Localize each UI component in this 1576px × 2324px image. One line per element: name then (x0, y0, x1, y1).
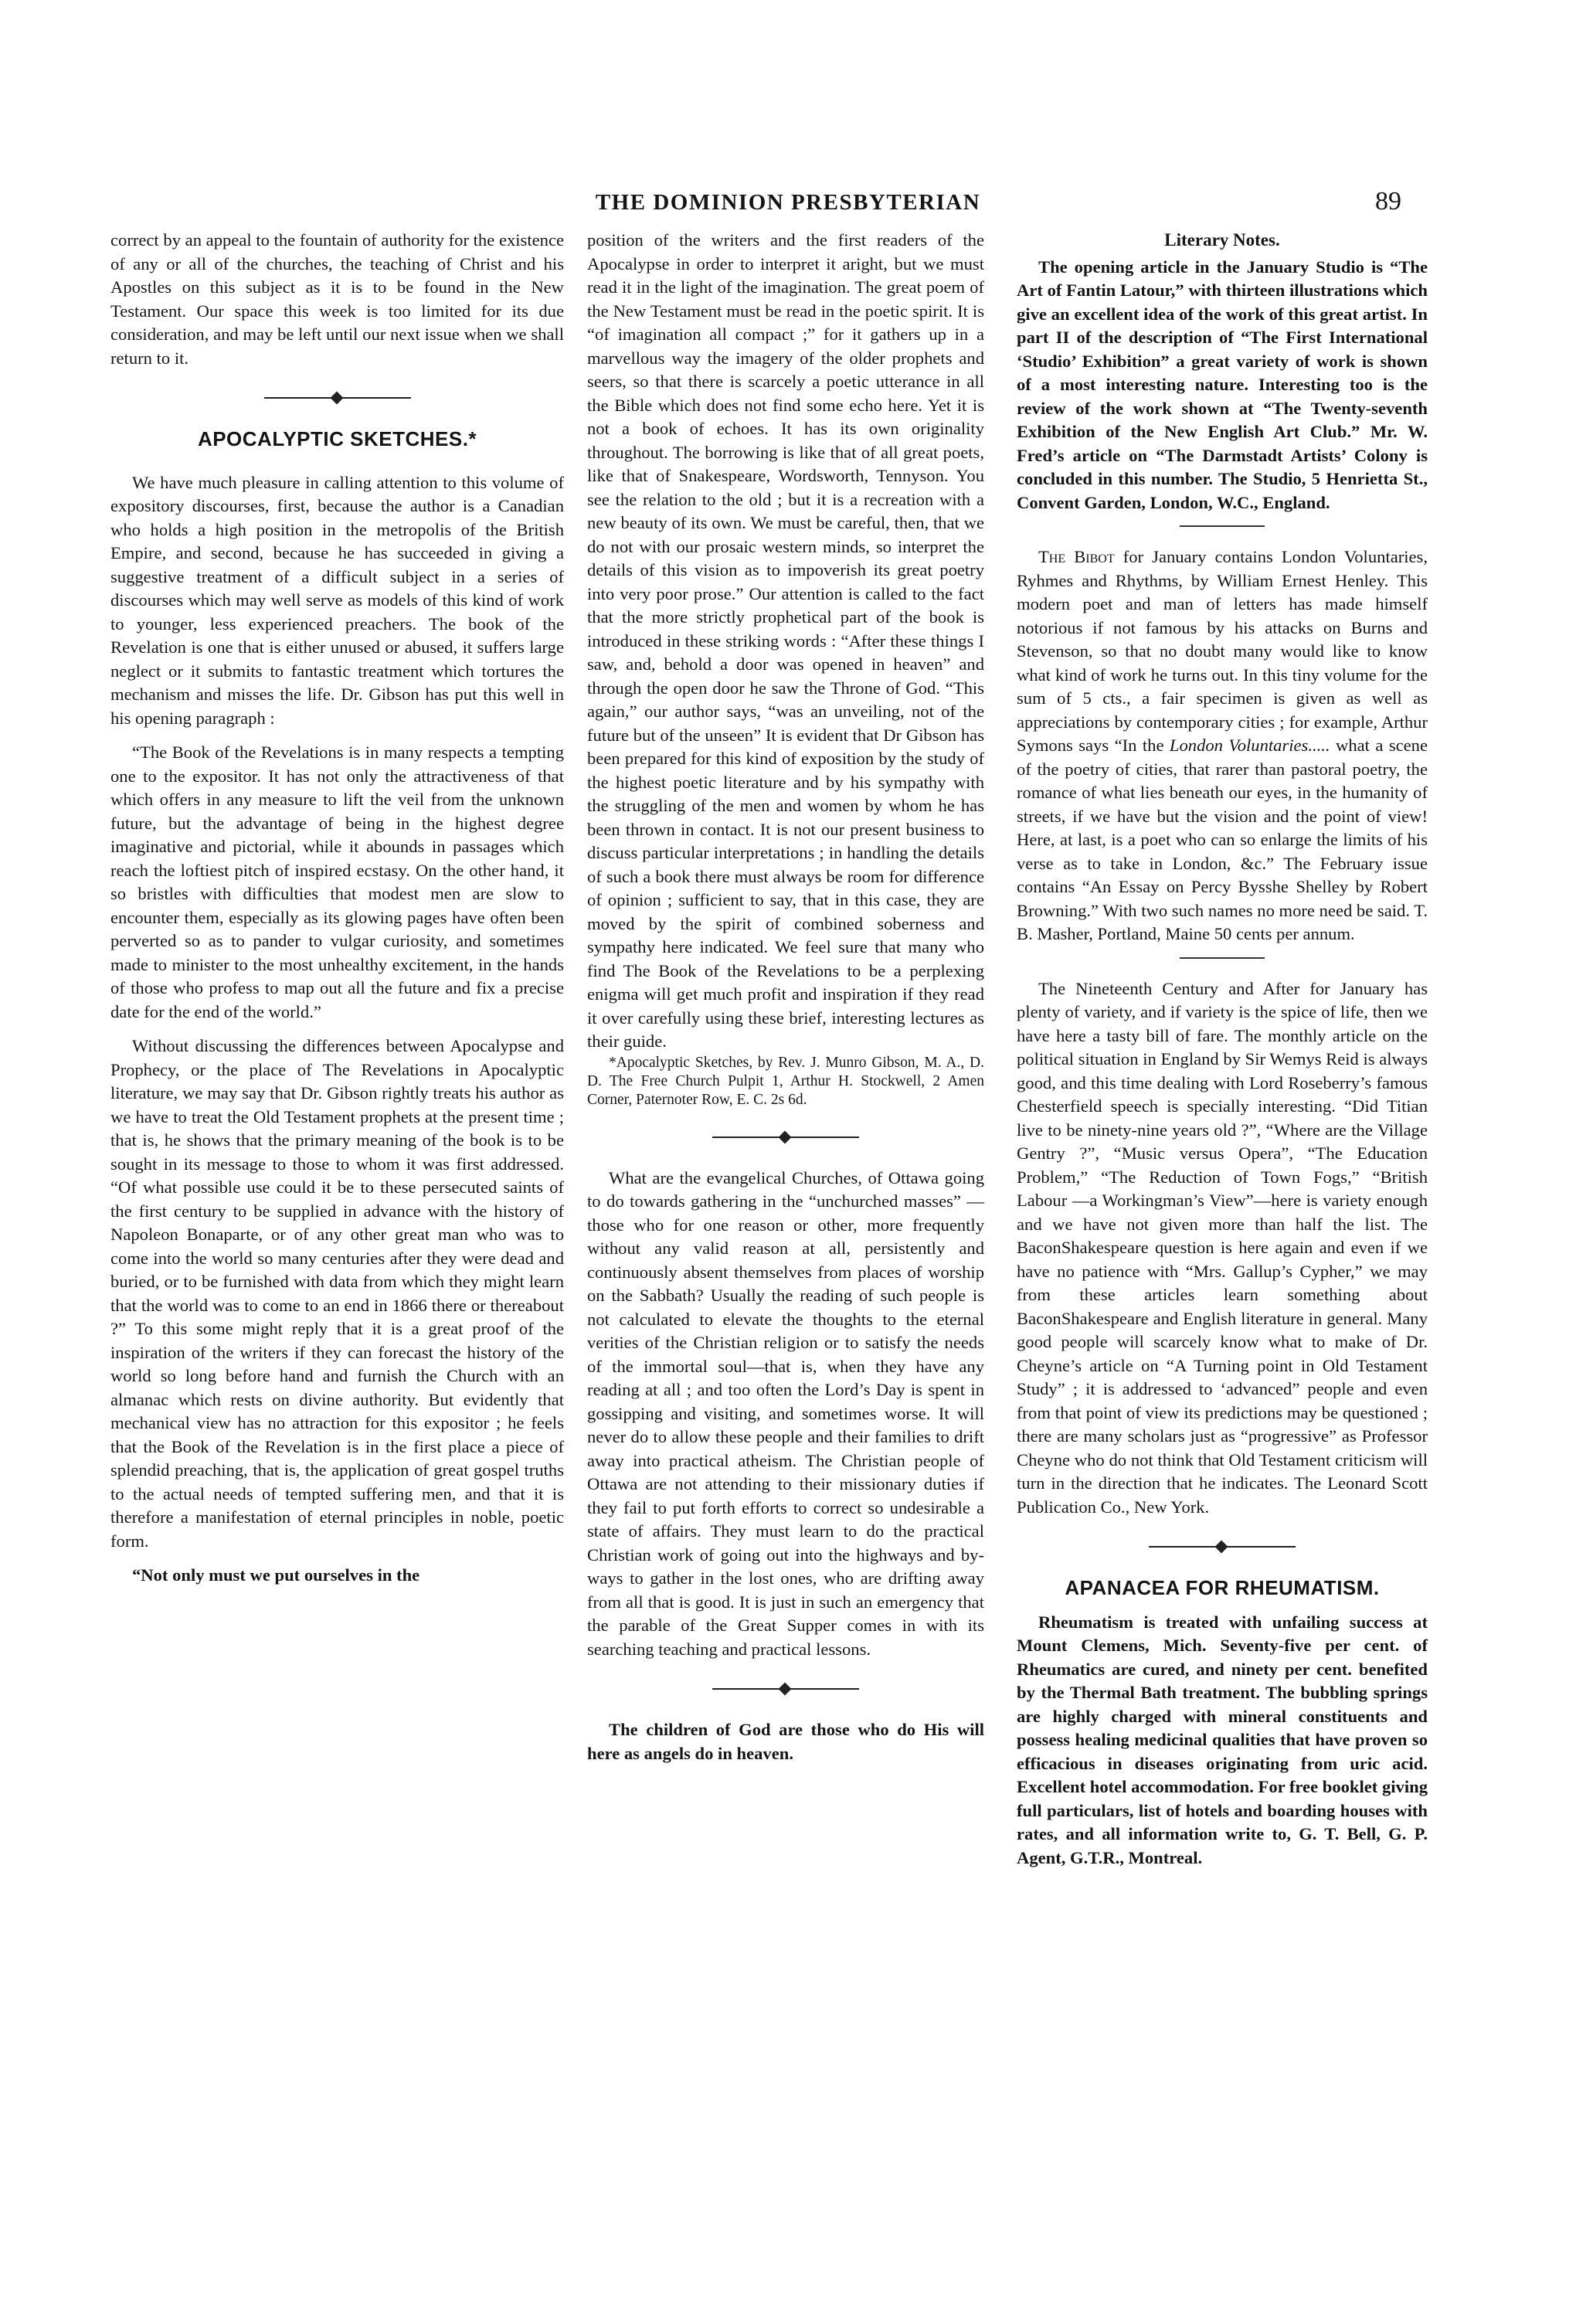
note-divider (1180, 957, 1265, 959)
note-divider (1180, 525, 1265, 527)
editorial-paragraph: What are the evangelical Churches, of Ottawa going to do towards gathering in the “unchurched masses” —those who for one reason or other, more frequently without any valid reason at all, persistently and continuously absent themselves from places of worship on the Sabbath? Usually the reading of such people is not calculated to elevate the thoughts to the eternal verities of the Christian religion or to satisfy the needs of the immortal soul—that is, when they have any reading at all ; and too often the Lord’s Day is spent in gossipping and visiting, and sometimes worse. It will never do to allow these people and their families to drift away into practical atheism. The Christian people of Ottawa are not attending to their missionary duties if they fail to put forth efforts to correct so undesirable a state of affairs. They must learn to do the practical Christian work of going out into the highways and by-ways to gather in the lost ones, who are drifting away from all that is good. It is just in such an emergency that the parable of the Great Supper comes in with its searching teaching and practical lessons. (587, 1167, 984, 1659)
column-1 (110, 229, 564, 1588)
advert-paragraph: Rheumatism is treated with unfailing success at Mount Clemens, Mich. Seventy-five per cent. of Rheumatics are cured, and ninety per cent. benefited by the Thermal Bath treatment. The bubbling springs are highly charged with mineral constituents and possess healing medicinal qualities that have proven so efficacious in diseases originating from uric acid. Excellent hotel accommodation. For free booklet giving full particulars, list of hotels and boarding houses with rates, and all information write to, G. T. Bell, G. P. Agent, G.T.R., Montreal. (1017, 1612, 1428, 1867)
bibot-lead: The Bibot (1038, 547, 1115, 566)
page-header (0, 187, 1576, 221)
section-divider (712, 1131, 859, 1143)
section-divider (264, 392, 411, 404)
intro-paragraph: correct by an appeal to the fountain of authority for the existence of any or all of the churches, the teaching of Christ and his Apostles on this subject as it is to be found in the New Testament. Our space this week is too limited for its due consideration, and may be left until our next issue when we shall return to it. (110, 230, 564, 368)
article-paragraph: We have much pleasure in calling attention to this volume of expository discourses, first, because the author is a Canadian who holds a high position in the metropolis of the British Empire, and second, because he has succeeded in giving a suggestive treatment of a difficult subject in a series of discourses which may well serve as models of this kind of work to younger, less experienced preachers. The book of the Revelation is one that is either unused or abused, it suffers large neglect or it submits to fantastic treatment which tortures the mechanism and misses the life. Dr. Gibson has put this well in his opening paragraph : (110, 472, 564, 728)
section-divider (1149, 1541, 1296, 1553)
article-heading-apocalyptic: APOCALYPTIC SKETCHES.* (197, 427, 477, 450)
literary-note-nineteenth-century: The Nineteenth Century and After for January has plenty of variety, and if variety is the spice of life, then we have here a tasty bill of fare. The monthly article on the political situation in England by Sir Wemys Reid is always good, and this time dealing with Lord Roseberry’s famous Chesterfield speech is specially interesting. “Did Titian live to be ninety-nine years old ?”, “Where are the Village Gentry ?”, “Music versus Opera”, “The Education Problem,” “The Reduction of Town Fogs,” “British Labour —a Workingman’s View”—here is variety enough and we have not given more than half the list. The BaconShakespeare question is here again and even if we have no patience with “Mrs. Gallup’s Cypher,” we may from these articles learn something about BaconShakespeare and English literature in general. Many good people will scarcely know what to make of Dr. Cheyne’s article on “A Turning point in Old Testament Study” ; it is addressed to ‘advanced” people and even from that point of view its predictions may be questioned ; there are many scholars just as “progressive” as Professor Cheyne who do not think that Old Testament criticism will turn in the direction that he indicates. The Leonard Scott Publication Co., New York. (1017, 978, 1428, 1517)
article-paragraph: Without discussing the differences between Apocalypse and Prophecy, or the place of The Revelations in Apocalyptic literature, we may say that Dr. Gibson rightly treats his author as we have to treat the Old Testament prophets at the present time ; that is, he shows that the primary meaning of the book is to be sought in its message to those to whom it was first addressed. “Of what possible use could it be to these persecuted saints of the first century to be supplied in advance with the history of Napoleon Bonaparte, or of any other great man who was to come into the world so many centuries after they were dead and buried, or to be furnished with data from which they might learn that the world was to come to an end in 1866 there or thereabout ?” To this some might reply that it is a great proof of the inspiration of the writers if they can forecast the history of the world so long before hand and furnish the Church with an almanac which rests on divine authority. But evidently that mechanical view has no attraction for this expositor ; he feels that the Book of the Revelation is in the first place a piece of splendid preaching, that is, the application of great gospel truths to the actual needs of tempted suffering men, and that it is therefore a manifestation of eternal principles in noble, poetic form. (110, 1036, 564, 1551)
journal-title: THE DOMINION PRESBYTERIAN (595, 190, 981, 215)
footnote: *Apocalyptic Sketches, by Rev. J. Munro Gibson, M. A., D. D. The Free Church Pulpit 1, Arthur H. Stockwell, 2 Amen Corner, Paternoter Row, E. C. 2s 6d. (587, 1054, 984, 1108)
article-paragraph-continues: “Not only must we put ourselves in the (132, 1565, 420, 1585)
closing-maxim: The children of God are those who do His will here as angels do in heaven. (587, 1720, 984, 1763)
section-divider (712, 1683, 859, 1695)
column-2 (587, 229, 984, 1765)
advert-heading-rheumatism: APANACEA FOR RHEUMATISM. (1065, 1576, 1380, 1599)
column-3 (1017, 229, 1428, 1870)
literary-note-bibot: The Bibot for January contains London Voluntaries, Ryhmes and Rhythms, by William Ernest Henley. This modern poet and man of letters has made himself notorious if not famous by his attacks on Burns and Stevenson, so that no doubt many would like to know what kind of work he turns out. In this tiny volume for the sum of 5 cts., a fair specimen is given as well as appreciations by contemporary cities ; for example, Arthur Symons says “In the London Voluntaries..... what a scene of the poetry of cities, that rarer than pastoral poetry, the romance of what lies beneath our eyes, in the humanity of streets, if we have but the vision and the point of view! Here, at last, is a poet who can so enlarge the limits of his verse as to take in London, &c.” The February issue contains “An Essay on Percy Bysshe Shelley by Robert Browning.” With two such names no more need be said. T. B. Masher, Portland, Maine 50 cents per annum. (1017, 547, 1428, 943)
page-number: 89 (1375, 187, 1401, 216)
literary-notes-heading: Literary Notes. (1164, 230, 1280, 250)
literary-note-studio: The opening article in the January Studio is “The Art of Fantin Latour,” with thirteen illustrations which give an excellent idea of the work of this great artist. In part II of the description of “The First International ‘Studio’ Exhibition” a great variety of work is shown of a most interesting nature. Interesting too is the review of the work shown at “The Twenty-seventh Exhibition of the New English Art Club.” Mr. W. Fred’s article on “The Darmstadt Artists’ Colony is concluded in this number. The Studio, 5 Henrietta St., Convent Garden, London, W.C., England. (1017, 257, 1428, 512)
article-paragraph: position of the writers and the first readers of the Apocalypse in order to interpret it aright, but we must read it in the light of the imagination. The great poem of the New Testament must be read in the poetic spirit. It is “of imagination all compact ;” for it gathers up in a marvellous way the imagery of the older prophets and seers, so that there is scarcely a poetic utterance in all the Bible which does not find some echo here. Yet it is not a book of echoes. It has its own originality throughout. The borrowing is like that of all great poets, like that of Snakespeare, Wordsworth, Tennyson. You see the relation to the old ; but it is a recreation with a new beauty of its own. We must be careful, then, that we do not with our prosaic western minds, so interpret the details of this vision as to impoverish its great poetry into very poor prose.” Our attention is called to the fact that the more strictly prophetical part of the book is introduced in these striking words : “After these things I saw, and, behold a door was opened in heaven” and through the open door he saw the Throne of God. “This again,” our author says, “was an unveiling, not of the future but of the unseen” It is evident that Dr Gibson has been prepared for this kind of exposition by the study of the highest poetic literature and by his sympathy with the struggling of the men and women by whom he has been thrown in contact. It is not our present business to discuss particular interpretations ; in handling the details of such a book there must always be room for difference of opinion ; sufficient to say, that in this case, they are moved by the spirit of combined soberness and sympathy here indicated. We feel sure that many who find The Book of the Revelations to be a perplexing enigma will get much profit and inspiration if they read it over carefully using these brief, interesting lectures as their guide. (587, 230, 984, 1051)
quote-paragraph: “The Book of the Revelations is in many respects a tempting one to the expositor. It has not only the attractiveness of that which offers in any measure to lift the veil from the unknown future, but the advantage of being in the highest degree imaginative and pictorial, while it abounds in passages which reach the loftiest pitch of inspired ecstasy. On the other hand, it so bristles with difficulties that modest men are slow to encounter them, especially as its glowing pages have often been perverted so as to pander to vulgar curiosity, and sometimes made to minister to the most unhealthy excitement, in the hands of those who profess to map out all the future and fix a precise date for the end of the world.” (110, 742, 564, 1021)
